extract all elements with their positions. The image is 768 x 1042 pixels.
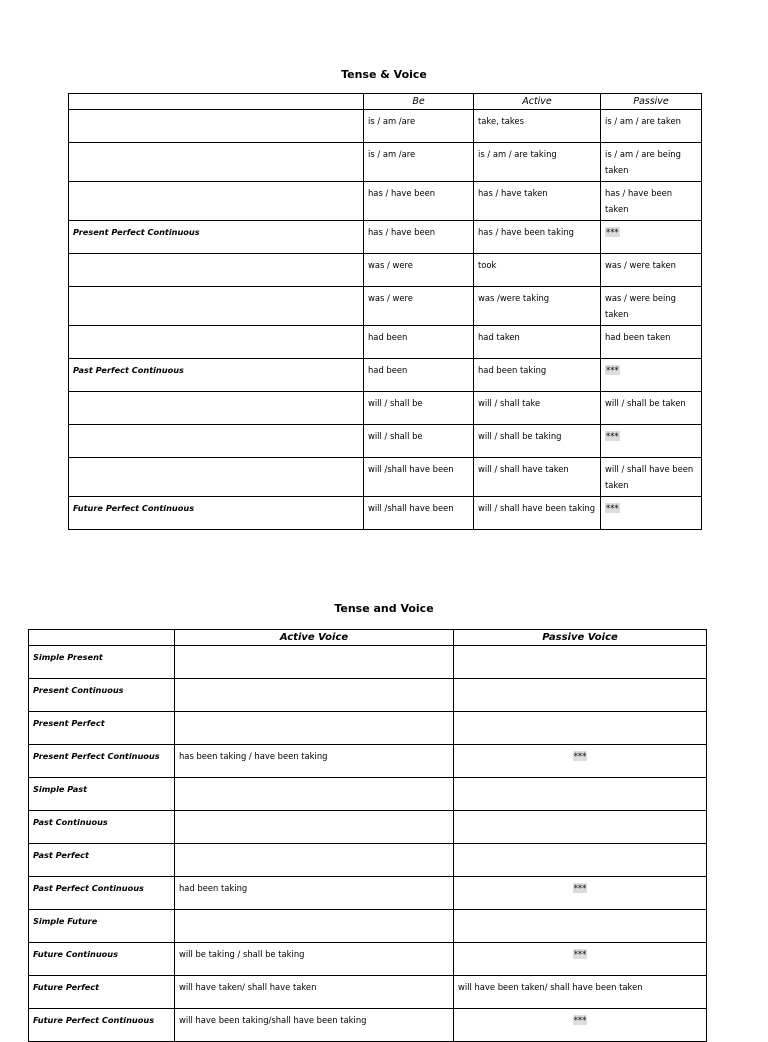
tense-and-voice-table	[28, 629, 707, 1042]
active-cell: has / have been taking	[474, 221, 601, 254]
active-voice-cell: had been taking	[175, 877, 454, 910]
active-voice-cell	[175, 844, 454, 877]
table-row	[69, 392, 702, 425]
table2-body	[29, 646, 707, 1042]
table-row	[29, 712, 707, 745]
passive-voice-cell	[454, 679, 707, 712]
passive-voice-cell	[454, 811, 707, 844]
tense-cell: Present Continuous	[29, 679, 175, 712]
table-row	[29, 943, 707, 976]
be-cell: has / have been	[364, 221, 474, 254]
active-voice-cell: will have taken/ shall have taken	[175, 976, 454, 1009]
passive-cell	[601, 221, 702, 254]
tense-cell	[69, 110, 364, 143]
tense-cell	[69, 458, 364, 497]
active-voice-cell	[175, 646, 454, 679]
tense-cell	[69, 392, 364, 425]
passive-cell	[601, 359, 702, 392]
table-row	[69, 425, 702, 458]
be-cell: is / am /are	[364, 110, 474, 143]
not-applicable-marker: ***	[606, 431, 619, 441]
header-be: Be	[364, 94, 474, 110]
table-row	[29, 1009, 707, 1042]
header-active: Active	[474, 94, 601, 110]
tense-cell: Simple Present	[29, 646, 175, 679]
passive-voice-cell	[454, 943, 707, 976]
active-voice-cell: has been taking / have been taking	[175, 745, 454, 778]
tense-cell	[69, 143, 364, 182]
passive-cell: is / am / are taken	[601, 110, 702, 143]
tense-cell: Present Perfect Continuous	[69, 221, 364, 254]
table1-body	[69, 110, 702, 530]
tense-cell: Present Perfect Continuous	[29, 745, 175, 778]
not-applicable-marker: ***	[573, 751, 587, 761]
table1-title: Tense & Voice	[341, 68, 427, 81]
active-voice-cell: will have been taking/shall have been taking	[175, 1009, 454, 1042]
tense-cell: Simple Future	[29, 910, 175, 943]
table-row	[29, 910, 707, 943]
tense-cell	[69, 254, 364, 287]
tense-cell	[69, 326, 364, 359]
be-cell: is / am /are	[364, 143, 474, 182]
be-cell: had been	[364, 359, 474, 392]
table-row	[69, 254, 702, 287]
passive-cell	[601, 497, 702, 530]
not-applicable-marker: ***	[606, 365, 619, 375]
tense-cell: Past Continuous	[29, 811, 175, 844]
passive-voice-cell	[454, 712, 707, 745]
not-applicable-marker: ***	[606, 503, 619, 513]
table-row	[69, 110, 702, 143]
be-cell: was / were	[364, 287, 474, 326]
active-voice-cell	[175, 778, 454, 811]
table-row	[29, 811, 707, 844]
passive-cell: is / am / are being taken	[601, 143, 702, 182]
active-cell: is / am / are taking	[474, 143, 601, 182]
table-row	[69, 497, 702, 530]
not-applicable-marker: ***	[573, 949, 587, 959]
table-row	[69, 182, 702, 221]
passive-cell: was / were taken	[601, 254, 702, 287]
be-cell: has / have been	[364, 182, 474, 221]
passive-voice-cell	[454, 877, 707, 910]
active-voice-cell: will be taking / shall be taking	[175, 943, 454, 976]
tense-cell: Future Perfect Continuous	[69, 497, 364, 530]
tense-cell: Past Perfect Continuous	[29, 877, 175, 910]
be-cell: will /shall have been	[364, 497, 474, 530]
table-row	[29, 844, 707, 877]
header-active-voice: Active Voice	[175, 630, 454, 646]
not-applicable-marker: ***	[573, 883, 587, 893]
table-row	[29, 877, 707, 910]
tense-cell	[69, 425, 364, 458]
active-voice-cell	[175, 712, 454, 745]
tense-cell	[69, 182, 364, 221]
tense-cell: Past Perfect	[29, 844, 175, 877]
active-cell: took	[474, 254, 601, 287]
header-passive: Passive	[601, 94, 702, 110]
passive-voice-cell	[454, 844, 707, 877]
passive-cell: will / shall be taken	[601, 392, 702, 425]
be-cell: was / were	[364, 254, 474, 287]
header-tense	[29, 630, 175, 646]
tense-cell: Future Continuous	[29, 943, 175, 976]
passive-cell: had been taken	[601, 326, 702, 359]
header-passive-voice: Passive Voice	[454, 630, 707, 646]
tense-voice-table	[68, 93, 702, 530]
not-applicable-marker: ***	[606, 227, 619, 237]
active-cell: had taken	[474, 326, 601, 359]
active-cell: take, takes	[474, 110, 601, 143]
be-cell: will / shall be	[364, 392, 474, 425]
table-row	[69, 221, 702, 254]
passive-voice-cell: will have been taken/ shall have been taken	[454, 976, 707, 1009]
table-row	[29, 646, 707, 679]
not-applicable-marker: ***	[573, 1015, 587, 1025]
table-row	[69, 143, 702, 182]
active-voice-cell	[175, 811, 454, 844]
tense-cell: Future Perfect	[29, 976, 175, 1009]
be-cell: had been	[364, 326, 474, 359]
table-row	[69, 326, 702, 359]
table-row	[29, 679, 707, 712]
passive-voice-cell	[454, 910, 707, 943]
tense-cell: Present Perfect	[29, 712, 175, 745]
tense-cell: Future Perfect Continuous	[29, 1009, 175, 1042]
passive-voice-cell	[454, 778, 707, 811]
active-cell: has / have taken	[474, 182, 601, 221]
tense-cell	[69, 287, 364, 326]
active-cell: had been taking	[474, 359, 601, 392]
active-cell: will / shall take	[474, 392, 601, 425]
passive-voice-cell	[454, 745, 707, 778]
be-cell: will /shall have been	[364, 458, 474, 497]
active-voice-cell	[175, 910, 454, 943]
table-row	[29, 976, 707, 1009]
passive-cell: has / have been taken	[601, 182, 702, 221]
active-cell: will / shall have taken	[474, 458, 601, 497]
passive-cell	[601, 425, 702, 458]
table-row	[69, 458, 702, 497]
table-row	[29, 778, 707, 811]
active-cell: will / shall be taking	[474, 425, 601, 458]
passive-voice-cell	[454, 1009, 707, 1042]
active-cell: will / shall have been taking	[474, 497, 601, 530]
header-tense	[69, 94, 364, 110]
table-row	[29, 745, 707, 778]
table2-title: Tense and Voice	[334, 602, 434, 615]
passive-cell: was / were being taken	[601, 287, 702, 326]
table-row	[69, 287, 702, 326]
active-voice-cell	[175, 679, 454, 712]
active-cell: was /were taking	[474, 287, 601, 326]
passive-voice-cell	[454, 646, 707, 679]
passive-cell: will / shall have been taken	[601, 458, 702, 497]
table-row	[69, 359, 702, 392]
tense-cell: Simple Past	[29, 778, 175, 811]
be-cell: will / shall be	[364, 425, 474, 458]
tense-cell: Past Perfect Continuous	[69, 359, 364, 392]
